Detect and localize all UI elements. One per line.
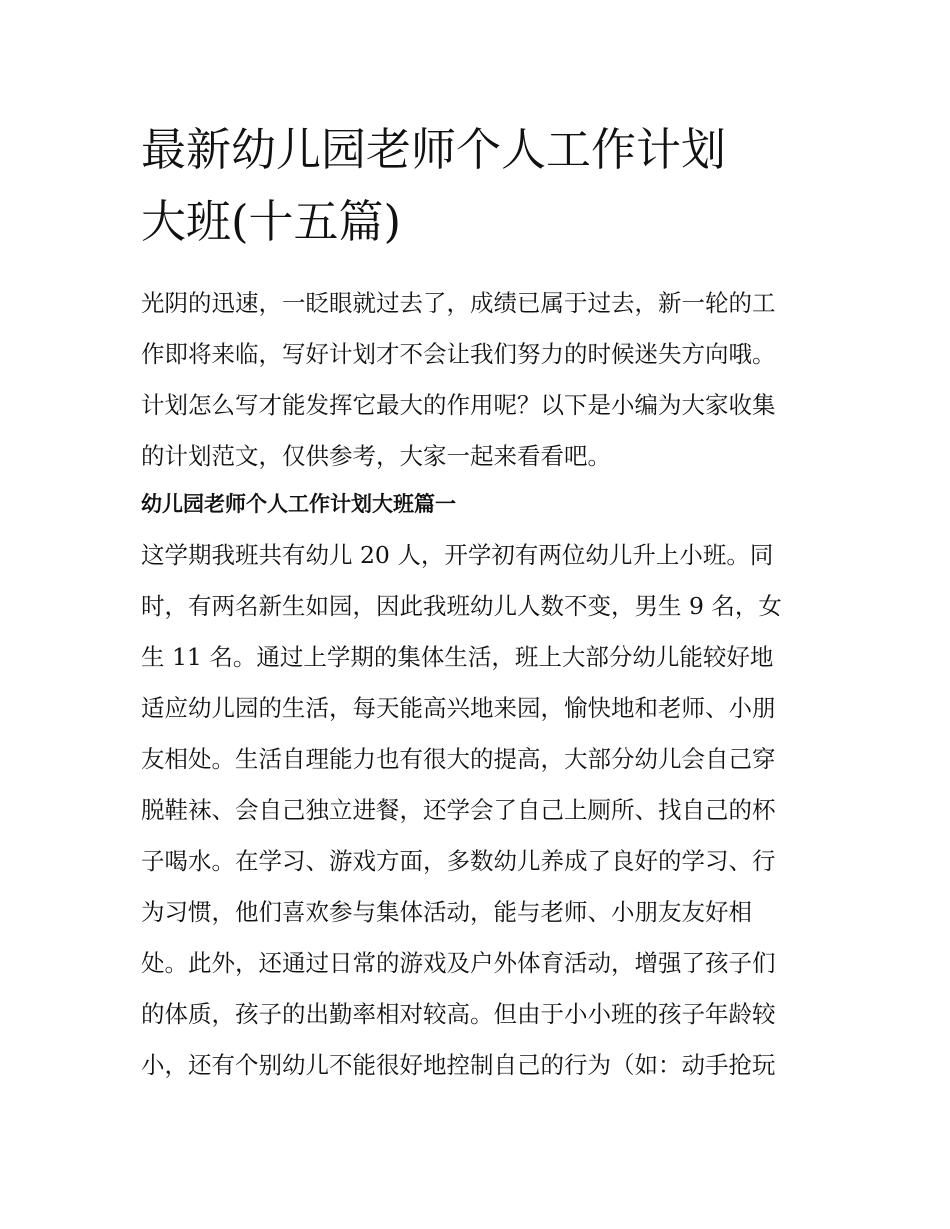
paragraph-line: 处。此外，还通过日常的游戏及户外体育活动，增强了孩子们: [141, 949, 776, 977]
intro-line: 光阴的迅速，一眨眼就过去了，成绩已属于过去，新一轮的工: [141, 289, 776, 317]
paragraph-line: 适应幼儿园的生活，每天能高兴地来园，愉快地和老师、小朋: [141, 694, 776, 722]
paragraph-line: 这学期我班共有幼儿 20 人，开学初有两位幼儿升上小班。同: [141, 541, 774, 569]
intro-line: 计划怎么写才能发挥它最大的作用呢？以下是小编为大家收集: [141, 391, 776, 419]
paragraph-line: 的体质，孩子的出勤率相对较高。但由于小小班的孩子年龄较: [141, 1000, 776, 1028]
paragraph-line: 时，有两名新生如园，因此我班幼儿人数不变，男生 9 名，女: [141, 592, 782, 620]
title-line-1: 最新幼儿园老师个人工作计划: [141, 123, 727, 176]
paragraph-line: 脱鞋袜、会自己独立进餐，还学会了自己上厕所、找自己的杯: [141, 796, 776, 824]
paragraph-line: 友相处。生活自理能力也有很大的提高，大部分幼儿会自己穿: [141, 745, 776, 773]
paragraph-line: 生 11 名。通过上学期的集体生活，班上大部分幼儿能较好地: [141, 643, 774, 671]
section-heading: 幼儿园老师个人工作计划大班篇一: [141, 491, 456, 516]
body-paragraph: [141, 530, 821, 1091]
paragraph-line: 为习惯，他们喜欢参与集体活动，能与老师、小朋友友好相: [141, 898, 752, 926]
title-line-2: 大班(十五篇): [141, 195, 402, 248]
document-title: [141, 114, 821, 258]
intro-line: 作即将来临，写好计划才不会让我们努力的时候迷失方向哦。: [141, 340, 776, 368]
paragraph-line: 小，还有个别幼儿不能很好地控制自己的行为（如：动手抢玩: [141, 1051, 776, 1079]
intro-line: 的计划范文，仅供参考，大家一起来看看吧。: [141, 442, 611, 470]
intro-paragraph: [141, 278, 821, 482]
paragraph-line: 子喝水。在学习、游戏方面，多数幼儿养成了良好的学习、行: [141, 847, 776, 875]
